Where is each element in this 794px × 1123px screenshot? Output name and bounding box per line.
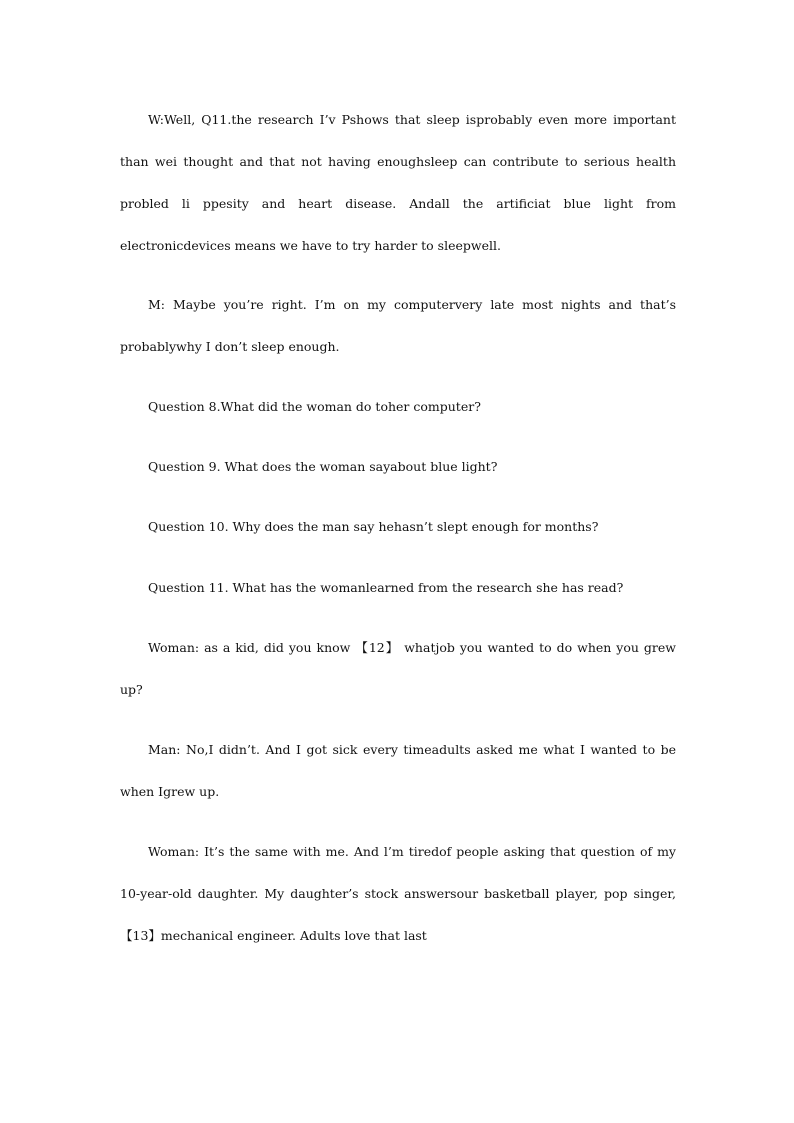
- question-8: Question 8.What did the woman do toher computer?: [148, 399, 481, 414]
- question-11: Question 11. What has the womanlearned from the research she has read?: [148, 580, 624, 595]
- paragraph-w-research-sleep: W:Well, Q11.the research I’v Pshows that sleep isprobably even more important than wei thought and that not having enoughsleep can contribute to serious health probled li ppesity and heart disease. Andall the artificiat blue light from electronicdevices means we have to try harder to sleepwell.: [120, 112, 676, 253]
- paragraph-woman-kid-job: Woman: as a kid, did you know 【12】 whatjob you wanted to do when you grew up?: [120, 640, 676, 697]
- paragraph-man-got-sick: Man: No,I didn’t. And I got sick every timeadults asked me what I wanted to be when Igrew up.: [120, 742, 676, 799]
- question-9: Question 9. What does the woman sayabout blue light?: [148, 459, 498, 474]
- question-10: Question 10. Why does the man say hehasn’t slept enough for months?: [148, 519, 599, 534]
- paragraph-woman-daughter: Woman: It’s the same with me. And l’m tiredof people asking that question of my 10-year-old daughter. My daughter’s stock answersour basketball player, pop singer,【13】mechanical engineer. Adults love that last: [120, 844, 676, 943]
- paragraph-m-computer-late: M: Maybe you’re right. I’m on my computervery late most nights and that’s probablywhy I don’t sleep enough.: [120, 297, 676, 354]
